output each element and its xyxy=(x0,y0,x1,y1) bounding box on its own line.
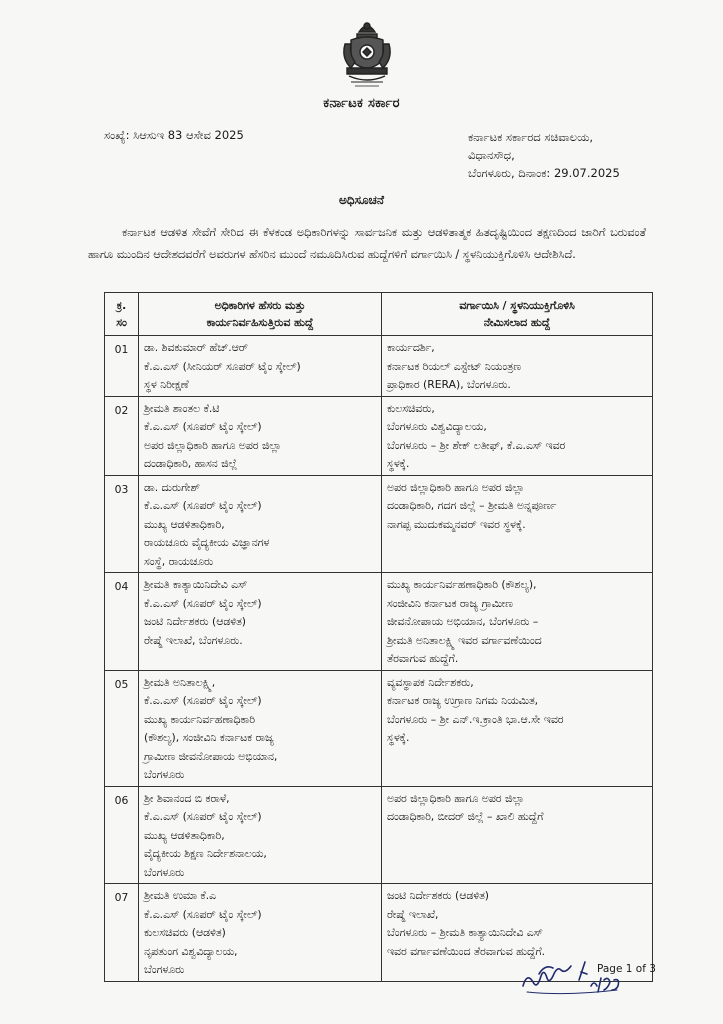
officer-line: ಕೆ.ಎ.ಎಸ್ (ಸೂಪರ್ ಟೈಂ ಸ್ಕೇಲ್) xyxy=(144,596,262,610)
reference-number: ಸಂಖ್ಯೆ: ಸಿಆಸುಇ 83 ಆಸೇವ 2025 xyxy=(104,128,244,142)
posting-line: ಬೆಂಗಳೂರು ವಿಶ್ವವಿದ್ಯಾಲಯ, xyxy=(387,420,487,433)
notification-body: ಕರ್ನಾಟಕ ಆಡಳಿತ ಸೇವೆಗೆ ಸೇರಿದ ಈ ಕೆಳಕಂಡ ಅಧಿಕಾರಿಗಳನ್ನು ಸಾರ್ವಜನಿಕ ಮತ್ತು ಆಡಳಿತಾತ್ಮಕ ಹಿತದೃಷ್ಟಿಯಿಂದ ತಕ್ಷಣದಿಂದ ಜಾರಿಗೆ ಬರುವಂತೆ ಹಾಗೂ ಮುಂದಿನ ಆದೇಶದವರೆಗೆ ಅವರುಗಳ ಹೆಸರಿನ ಮುಂದೆ ನಮೂದಿಸಿರುವ ಹುದ್ದೆಗಳಿಗೆ ವರ್ಗಾಯಿಸಿ / ಸ್ಥಳನಿಯುಕ್ತಿಗೊಳಿಸಿ ಆದೇಶಿಸಿದೆ. xyxy=(88,226,646,261)
row-officer xyxy=(139,670,382,786)
posting-line: ಶ್ರೀಮತಿ ಅನಿತಾಲಕ್ಷ್ಮಿ ಇವರ ವರ್ಗಾವಣೆಯಿಂದ xyxy=(387,633,542,647)
row-serial: 05 xyxy=(105,670,139,786)
officer-line: ಡಾ. ದುರುಗೇಶ್ xyxy=(144,480,200,494)
row-posting xyxy=(382,786,653,884)
officer-line: ರೇಷ್ಮೆ ಇಲಾಖೆ, ಬೆಂಗಳೂರು. xyxy=(144,633,243,647)
posting-line: ಅಪರ ಜಿಲ್ಲಾಧಿಕಾರಿ ಹಾಗೂ ಅಪರ ಜಿಲ್ಲಾ xyxy=(387,480,525,494)
row-posting xyxy=(382,670,653,786)
officer-line: ಗ್ರಾಮೀಣ ಜೀವನೋಪಾಯ ಅಭಿಯಾನ, xyxy=(144,749,278,763)
row-serial: 02 xyxy=(105,396,139,475)
posting-line: ಸಂಜೀವಿನಿ ಕರ್ನಾಟಕ ರಾಜ್ಯ ಗ್ರಾಮೀಣ xyxy=(387,596,513,610)
address-line: ಬೆಂಗಳೂರು, ದಿನಾಂಕ: 29.07.2025 xyxy=(468,166,620,180)
officer-line: ದಂಡಾಧಿಕಾರಿ, ಹಾಸನ ಜಿಲ್ಲೆ xyxy=(144,457,238,470)
row-officer xyxy=(139,884,382,982)
posting-line: ಅಪರ ಜಿಲ್ಲಾಧಿಕಾರಿ ಹಾಗೂ ಅಪರ ಜಿಲ್ಲಾ xyxy=(387,791,525,805)
officer-line: ಕೆ.ಎ.ಎಸ್ (ಸೂಪರ್ ಟೈಂ ಸ್ಕೇಲ್) xyxy=(144,907,262,921)
row-posting xyxy=(382,396,653,475)
officer-line: ಶ್ರೀಮತಿ ಉಮಾ ಕೆ.ಎ xyxy=(144,889,217,902)
header-officer: ಅಧಿಕಾರಿಗಳ ಹೆಸರು ಮತ್ತು ಕಾರ್ಯನಿರ್ವಹಿಸುತ್ತಿರುವ ಹುದ್ದೆ xyxy=(139,293,382,336)
officer-line: ಶ್ರೀಮತಿ ಕಾತ್ಯಾಯಿನಿದೇವಿ ಎಸ್ xyxy=(144,578,248,591)
officer-line: ಮುಖ್ಯ ಆಡಳಿತಾಧಿಕಾರಿ, xyxy=(144,517,225,531)
posting-line: ದಂಡಾಧಿಕಾರಿ, ಗದಗ ಜಿಲ್ಲೆ – ಶ್ರೀಮತಿ ಅನ್ನಪೂರ್ಣ xyxy=(387,499,557,512)
table-row xyxy=(105,670,653,786)
officer-line: ಜಂಟಿ ನಿರ್ದೇಶಕರು (ಆಡಳಿತ) xyxy=(144,615,247,628)
signature-image xyxy=(517,952,642,1000)
officer-line: ಕುಲಸಚಿವರು (ಆಡಳಿತ) xyxy=(144,926,226,939)
officer-line: ಶ್ರೀ ಶಿವಾನಂದ ಬಿ ಕರಾಳೆ, xyxy=(144,791,230,805)
header-serial: ಕ್ರ. ಸಂ xyxy=(105,293,139,336)
posting-line: ಸ್ಥಳಕ್ಕೆ. xyxy=(387,457,410,470)
row-serial: 06 xyxy=(105,786,139,884)
row-posting xyxy=(382,336,653,397)
officer-line: ರಾಯಚೂರು ವೈದ್ಯಕೀಯ ವಿಜ್ಞಾನಗಳ xyxy=(144,536,270,549)
officer-line: ಬೆಂಗಳೂರು xyxy=(144,963,185,976)
posting-line: ಬೆಂಗಳೂರು – ಶ್ರೀಮತಿ ಕಾತ್ಯಾಯಿನಿದೇವಿ ಎಸ್ xyxy=(387,926,543,939)
officer-line: ಬೆಂಗಳೂರು xyxy=(144,865,185,879)
table-row xyxy=(105,573,653,671)
officer-line: (ಕೌಶಲ್ಯ), ಸಂಜೀವಿನಿ ಕರ್ನಾಟಕ ರಾಜ್ಯ xyxy=(144,731,274,744)
page-number-label: Page 1 of 3 xyxy=(597,963,656,975)
officer-line: ಕೆ.ಎ.ಎಸ್ (ಸೂಪರ್ ಟೈಂ ಸ್ಕೇಲ್) xyxy=(144,694,262,707)
posting-line: ನಾಗಪ್ಪ ಮುದುಕಮ್ಮನವರ್ ಇವರ ಸ್ಥಳಕ್ಕೆ. xyxy=(387,517,526,531)
posting-line: ಇವರ ವರ್ಗಾವಣೆಯಿಂದ ತೆರವಾಗುವ ಹುದ್ದೆಗೆ. xyxy=(387,944,546,958)
row-officer xyxy=(139,396,382,475)
officer-line: ಅಪರ ಜಿಲ್ಲಾಧಿಕಾರಿ ಹಾಗೂ ಅಪರ ಜಿಲ್ಲಾ xyxy=(144,438,282,452)
posting-line: ಜಂಟಿ ನಿರ್ದೇಶಕರು (ಆಡಳಿತ) xyxy=(387,889,490,902)
table-body xyxy=(105,336,653,982)
officer-line: ನೃಪತುಂಗ ವಿಶ್ವವಿದ್ಯಾಲಯ, xyxy=(144,944,238,958)
posting-line: ಮುಖ್ಯ ಕಾರ್ಯನಿರ್ವಹಣಾಧಿಕಾರಿ (ಕೌಶಲ್ಯ), xyxy=(387,578,537,591)
row-officer xyxy=(139,336,382,397)
posting-line: ಕರ್ನಾಟಕ ರಾಜ್ಯ ಉಗ್ರಾಣ ನಿಗಮ ನಿಯಮಿತ, xyxy=(387,694,539,707)
officer-line: ಸ್ಥಳ ನಿರೀಕ್ಷಣೆ xyxy=(144,378,189,391)
officer-line: ಕೆ.ಎ.ಎಸ್ (ಸೂಪರ್ ಟೈಂ ಸ್ಕೇಲ್) xyxy=(144,810,262,823)
table-row xyxy=(105,786,653,884)
posting-line: ಪ್ರಾಧಿಕಾರ (RERA), ಬೆಂಗಳೂರು. xyxy=(387,378,511,391)
issuing-address xyxy=(468,128,620,182)
officer-line: ಮುಖ್ಯ ಆಡಳಿತಾಧಿಕಾರಿ, xyxy=(144,828,225,842)
posting-line: ಬೆಂಗಳೂರು – ಶ್ರೀ ಶೇಕ್ ಲತೀಫ್, ಕೆ.ಎ.ಎಸ್ ಇವರ xyxy=(387,438,566,452)
row-serial: 04 xyxy=(105,573,139,671)
posting-line: ಕರ್ನಾಟಕ ರಿಯಲ್ ಎಸ್ಟೇಟ್ ನಿಯಂತ್ರಣ xyxy=(387,359,521,373)
officer-line: ಬೆಂಗಳೂರು xyxy=(144,768,185,781)
posting-line: ವ್ಯವಸ್ಥಾಪಕ ನಿರ್ದೇಶಕರು, xyxy=(387,675,474,689)
government-title: ಕರ್ನಾಟಕ ಸರ್ಕಾರ xyxy=(323,96,400,111)
officer-line: ಡಾ. ಶಿವಕುಮಾರ್ ಹೆಚ್.ಆರ್ xyxy=(144,341,248,354)
address-line: ಕರ್ನಾಟಕ ಸರ್ಕಾರದ ಸಚಿವಾಲಯ, xyxy=(468,130,594,144)
table-row xyxy=(105,336,653,397)
row-serial: 03 xyxy=(105,475,139,573)
karnataka-state-emblem-icon xyxy=(341,18,393,92)
officer-line: ಕೆ.ಎ.ಎಸ್ (ಸೂಪರ್ ಟೈಂ ಸ್ಕೇಲ್) xyxy=(144,420,262,433)
header-posting: ವರ್ಗಾಯಿಸಿ / ಸ್ಥಳನಿಯುಕ್ತಿಗೊಳಿಸಿ ನೇಮಿಸಲಾದ ಹುದ್ದೆ xyxy=(382,293,653,336)
table-header-row xyxy=(105,293,653,336)
officer-line: ಸಂಸ್ಥೆ, ರಾಯಚೂರು xyxy=(144,554,214,568)
row-officer xyxy=(139,475,382,573)
officer-line: ಶ್ರೀಮತಿ ಶಾಂತಲ ಕೆ.ಟಿ xyxy=(144,401,220,415)
posting-line: ಜೀವನೋಪಾಯ ಅಭಿಯಾನ, ಬೆಂಗಳೂರು – xyxy=(387,615,539,628)
row-serial: 01 xyxy=(105,336,139,397)
posting-line: ಸ್ಥಳಕ್ಕೆ. xyxy=(387,731,410,744)
officer-line: ಮುಖ್ಯ ಕಾರ್ಯನಿರ್ವಹಣಾಧಿಕಾರಿ xyxy=(144,712,255,726)
address-line: ವಿಧಾನಸೌಧ, xyxy=(468,148,515,162)
posting-line: ದಂಡಾಧಿಕಾರಿ, ಬೀದರ್ ಜಿಲ್ಲೆ – ಖಾಲಿ ಹುದ್ದೆಗೆ xyxy=(387,810,544,823)
row-officer xyxy=(139,573,382,671)
posting-line: ರೇಷ್ಮೆ ಇಲಾಖೆ, xyxy=(387,907,439,921)
table-row xyxy=(105,475,653,573)
table-row xyxy=(105,396,653,475)
posting-line: ಬೆಂಗಳೂರು – ಶ್ರೀ ಎನ್.ಇ.ಕ್ರಾಂತಿ ಭಾ.ಆ.ಸೇ ಇವರ xyxy=(387,712,564,726)
row-posting xyxy=(382,475,653,573)
notification-title: ಅಧಿಸೂಚನೆ xyxy=(338,193,385,207)
officer-line: ವೈದ್ಯಕೀಯ ಶಿಕ್ಷಣ ನಿರ್ದೇಶನಾಲಯ, xyxy=(144,847,267,860)
transfer-table xyxy=(104,292,653,982)
officer-line: ಶ್ರೀಮತಿ ಅನಿತಾಲಕ್ಷ್ಮಿ, xyxy=(144,675,216,689)
posting-line: ಕುಲಸಚಿವರು, xyxy=(387,401,435,415)
row-posting xyxy=(382,573,653,671)
officer-line: ಕೆ.ಎ.ಎಸ್ (ಸೀನಿಯರ್ ಸೂಪರ್ ಟೈಂ ಸ್ಕೇಲ್) xyxy=(144,359,301,373)
row-serial: 07 xyxy=(105,884,139,982)
posting-line: ತೆರವಾಗುವ ಹುದ್ದೆಗೆ. xyxy=(387,652,459,665)
posting-line: ಕಾರ್ಯದರ್ಶಿ, xyxy=(387,341,435,354)
row-officer xyxy=(139,786,382,884)
officer-line: ಕೆ.ಎ.ಎಸ್ (ಸೂಪರ್ ಟೈಂ ಸ್ಕೇಲ್) xyxy=(144,499,262,512)
